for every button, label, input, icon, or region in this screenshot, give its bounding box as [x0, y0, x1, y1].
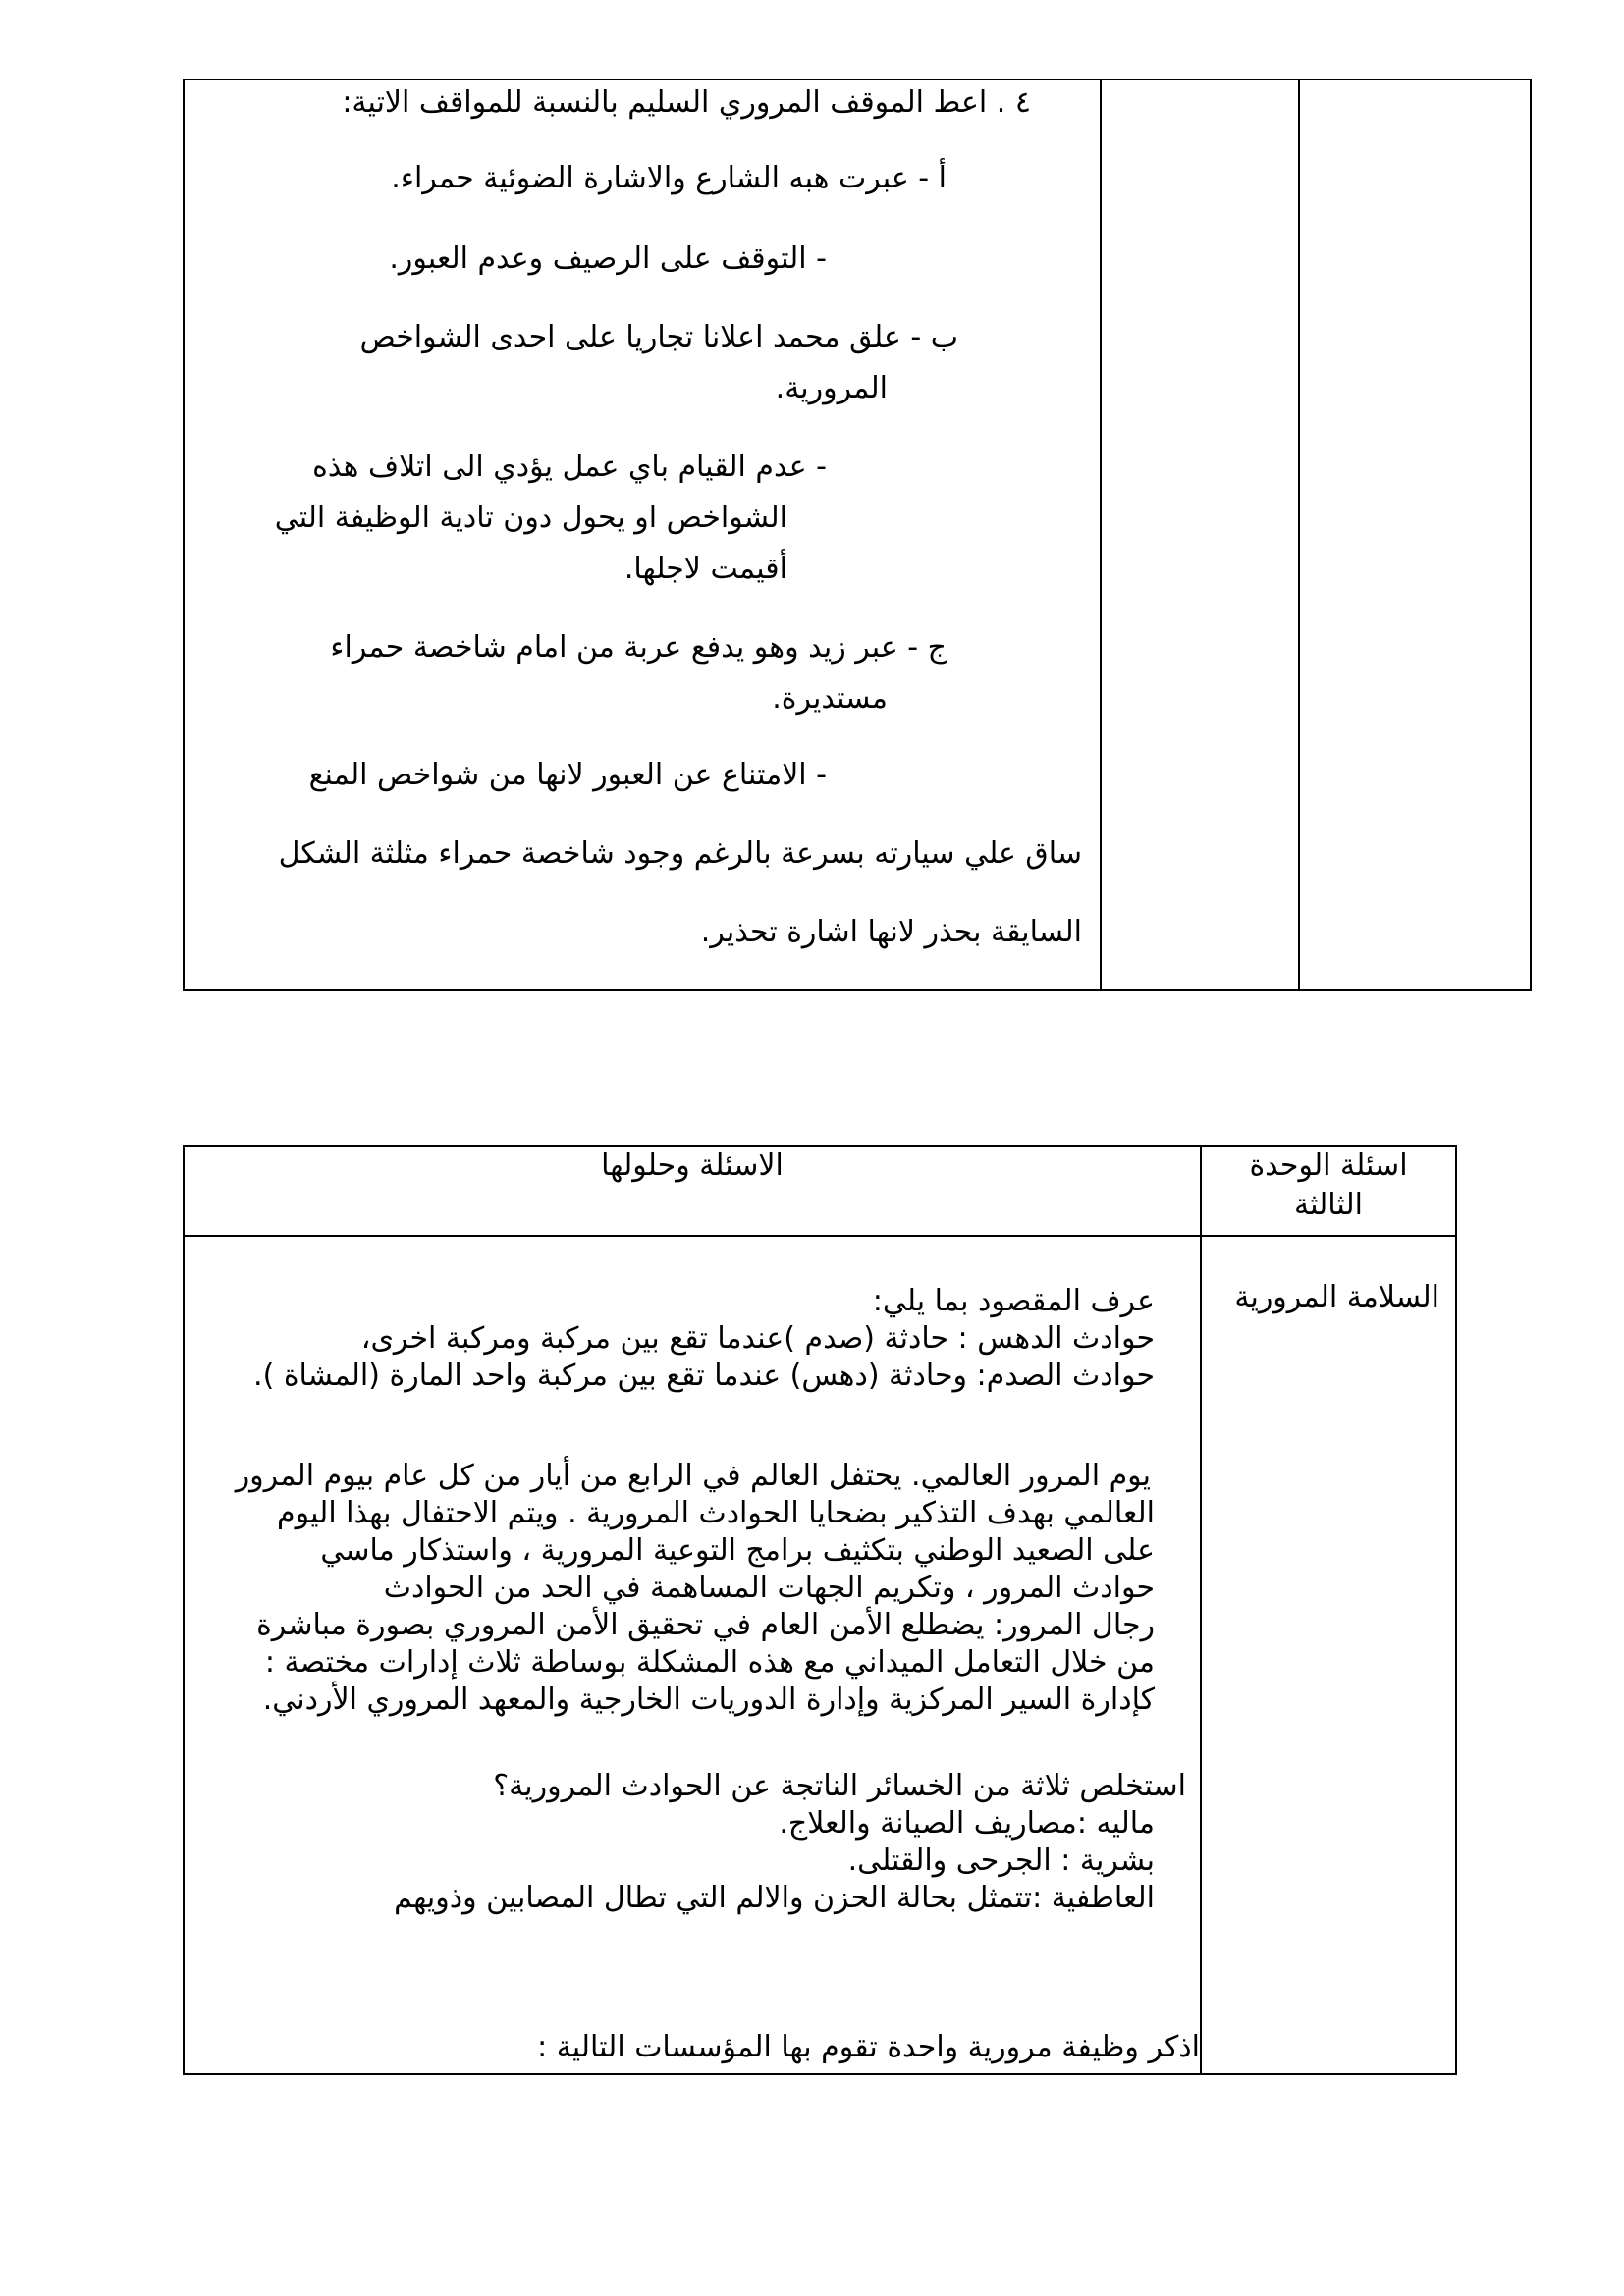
item-b-answer-line-2: الشواخص او يحول دون تادية الوظيفة التي [274, 501, 787, 535]
table-1 [0, 0, 1624, 991]
item-d: ساق علي سيارته بسرعة بالرغم وجود شاخصة حمراء مثلثة الشكل [278, 836, 1082, 871]
table-1-right-border [1530, 79, 1532, 991]
header-questions: الاسئلة وحلولها [601, 1148, 784, 1183]
institutions-question: اذكر وظيفة مرورية واحدة تقوم بها المؤسسات التالية : [537, 2030, 1200, 2064]
table-2-header-border [183, 1235, 1457, 1237]
item-d-answer: السايقة بحذر لانها اشارة تحذير. [700, 915, 1082, 949]
traffic-day-line-3: على الصعيد الوطني بتكثيف برامج التوعية المرورية ، واستذكار ماسي [320, 1533, 1155, 1568]
loss-human: بشرية : الجرحى والقتلى. [847, 1843, 1155, 1878]
item-c-answer: - الامتناع عن العبور لانها من شواخص المنع [308, 758, 827, 792]
table-1-left-border [183, 79, 185, 991]
table-2-top-border [183, 1145, 1457, 1147]
traffic-day-line-1: يوم المرور العالمي. يحتفل العالم في الرابع من أيار من كل عام بيوم المرور [235, 1459, 1151, 1493]
losses-question: استخلص ثلاثة من الخسائر الناتجة عن الحوادث المرورية؟ [493, 1769, 1186, 1803]
item-b-line-2: المرورية. [775, 371, 888, 405]
header-unit-line-2: الثالثة [1294, 1188, 1363, 1222]
table-1-bottom-border [183, 989, 1532, 991]
traffic-men-line-2: من خلال التعامل الميداني مع هذه المشكلة بوساطة ثلاث إدارات مختصة : [264, 1645, 1155, 1680]
table-1-top-border [183, 79, 1532, 80]
item-c-line-2: مستديرة. [772, 681, 888, 716]
topic: السلامة المرورية [1234, 1280, 1439, 1314]
loss-emotional: العاطفية :تتمثل بحالة الحزن والالم التي تطال المصابين وذويهم [394, 1881, 1155, 1915]
traffic-day-line-2: العالمي بهدف التذكير بضحايا الحوادث المرورية . ويتم الاحتفال بهذا اليوم [277, 1496, 1155, 1530]
table-1-divider-1 [1100, 79, 1102, 991]
traffic-men-line-3: كإدارة السير المركزية وإدارة الدوريات الخارجية والمعهد المروري الأردني. [262, 1682, 1155, 1717]
definition-line-1: حوادث الدهس : حادثة (صدم )عندما تقع بين مركبة ومركبة اخرى، [360, 1321, 1155, 1356]
table-2 [0, 1139, 1624, 2091]
table-2-right-border [1455, 1145, 1457, 2075]
item-c-line-1: ج - عبر زيد وهو يدفع عربة من امام شاخصة حمراء [330, 630, 947, 665]
table-2-divider [1200, 1145, 1202, 2075]
question-4-title: ٤ . اعط الموقف المروري السليم بالنسبة للمواقف الاتية: [342, 85, 1031, 120]
table-2-left-border [183, 1145, 185, 2075]
item-a-answer: - التوقف على الرصيف وعدم العبور. [389, 241, 827, 276]
define-intro: عرف المقصود بما يلي: [872, 1284, 1155, 1318]
header-unit-line-1: اسئلة الوحدة [1249, 1148, 1408, 1183]
traffic-day-line-4: حوادث المرور ، وتكريم الجهات المساهمة في الحد من الحوادث [383, 1571, 1155, 1605]
loss-financial: ماليه :مصاريف الصيانة والعلاج. [779, 1806, 1155, 1841]
table-2-bottom-border [183, 2073, 1457, 2075]
table-1-divider-2 [1298, 79, 1300, 991]
item-b-line-1: ب - علق محمد اعلانا تجاريا على احدى الشواخص [359, 320, 958, 354]
traffic-men-line-1: رجال المرور: يضطلع الأمن العام في تحقيق الأمن المروري بصورة مباشرة [256, 1608, 1155, 1642]
item-b-answer-line-3: أقيمت لاجلها. [623, 552, 787, 586]
item-a: أ - عبرت هبه الشارع والاشارة الضوئية حمراء. [391, 161, 947, 195]
item-b-answer-line-1: - عدم القيام باي عمل يؤدي الى اتلاف هذه [312, 450, 827, 484]
definition-line-2: حوادث الصدم: وحادثة (دهس) عندما تقع بين مركبة واحد المارة (المشاة ). [253, 1359, 1155, 1393]
